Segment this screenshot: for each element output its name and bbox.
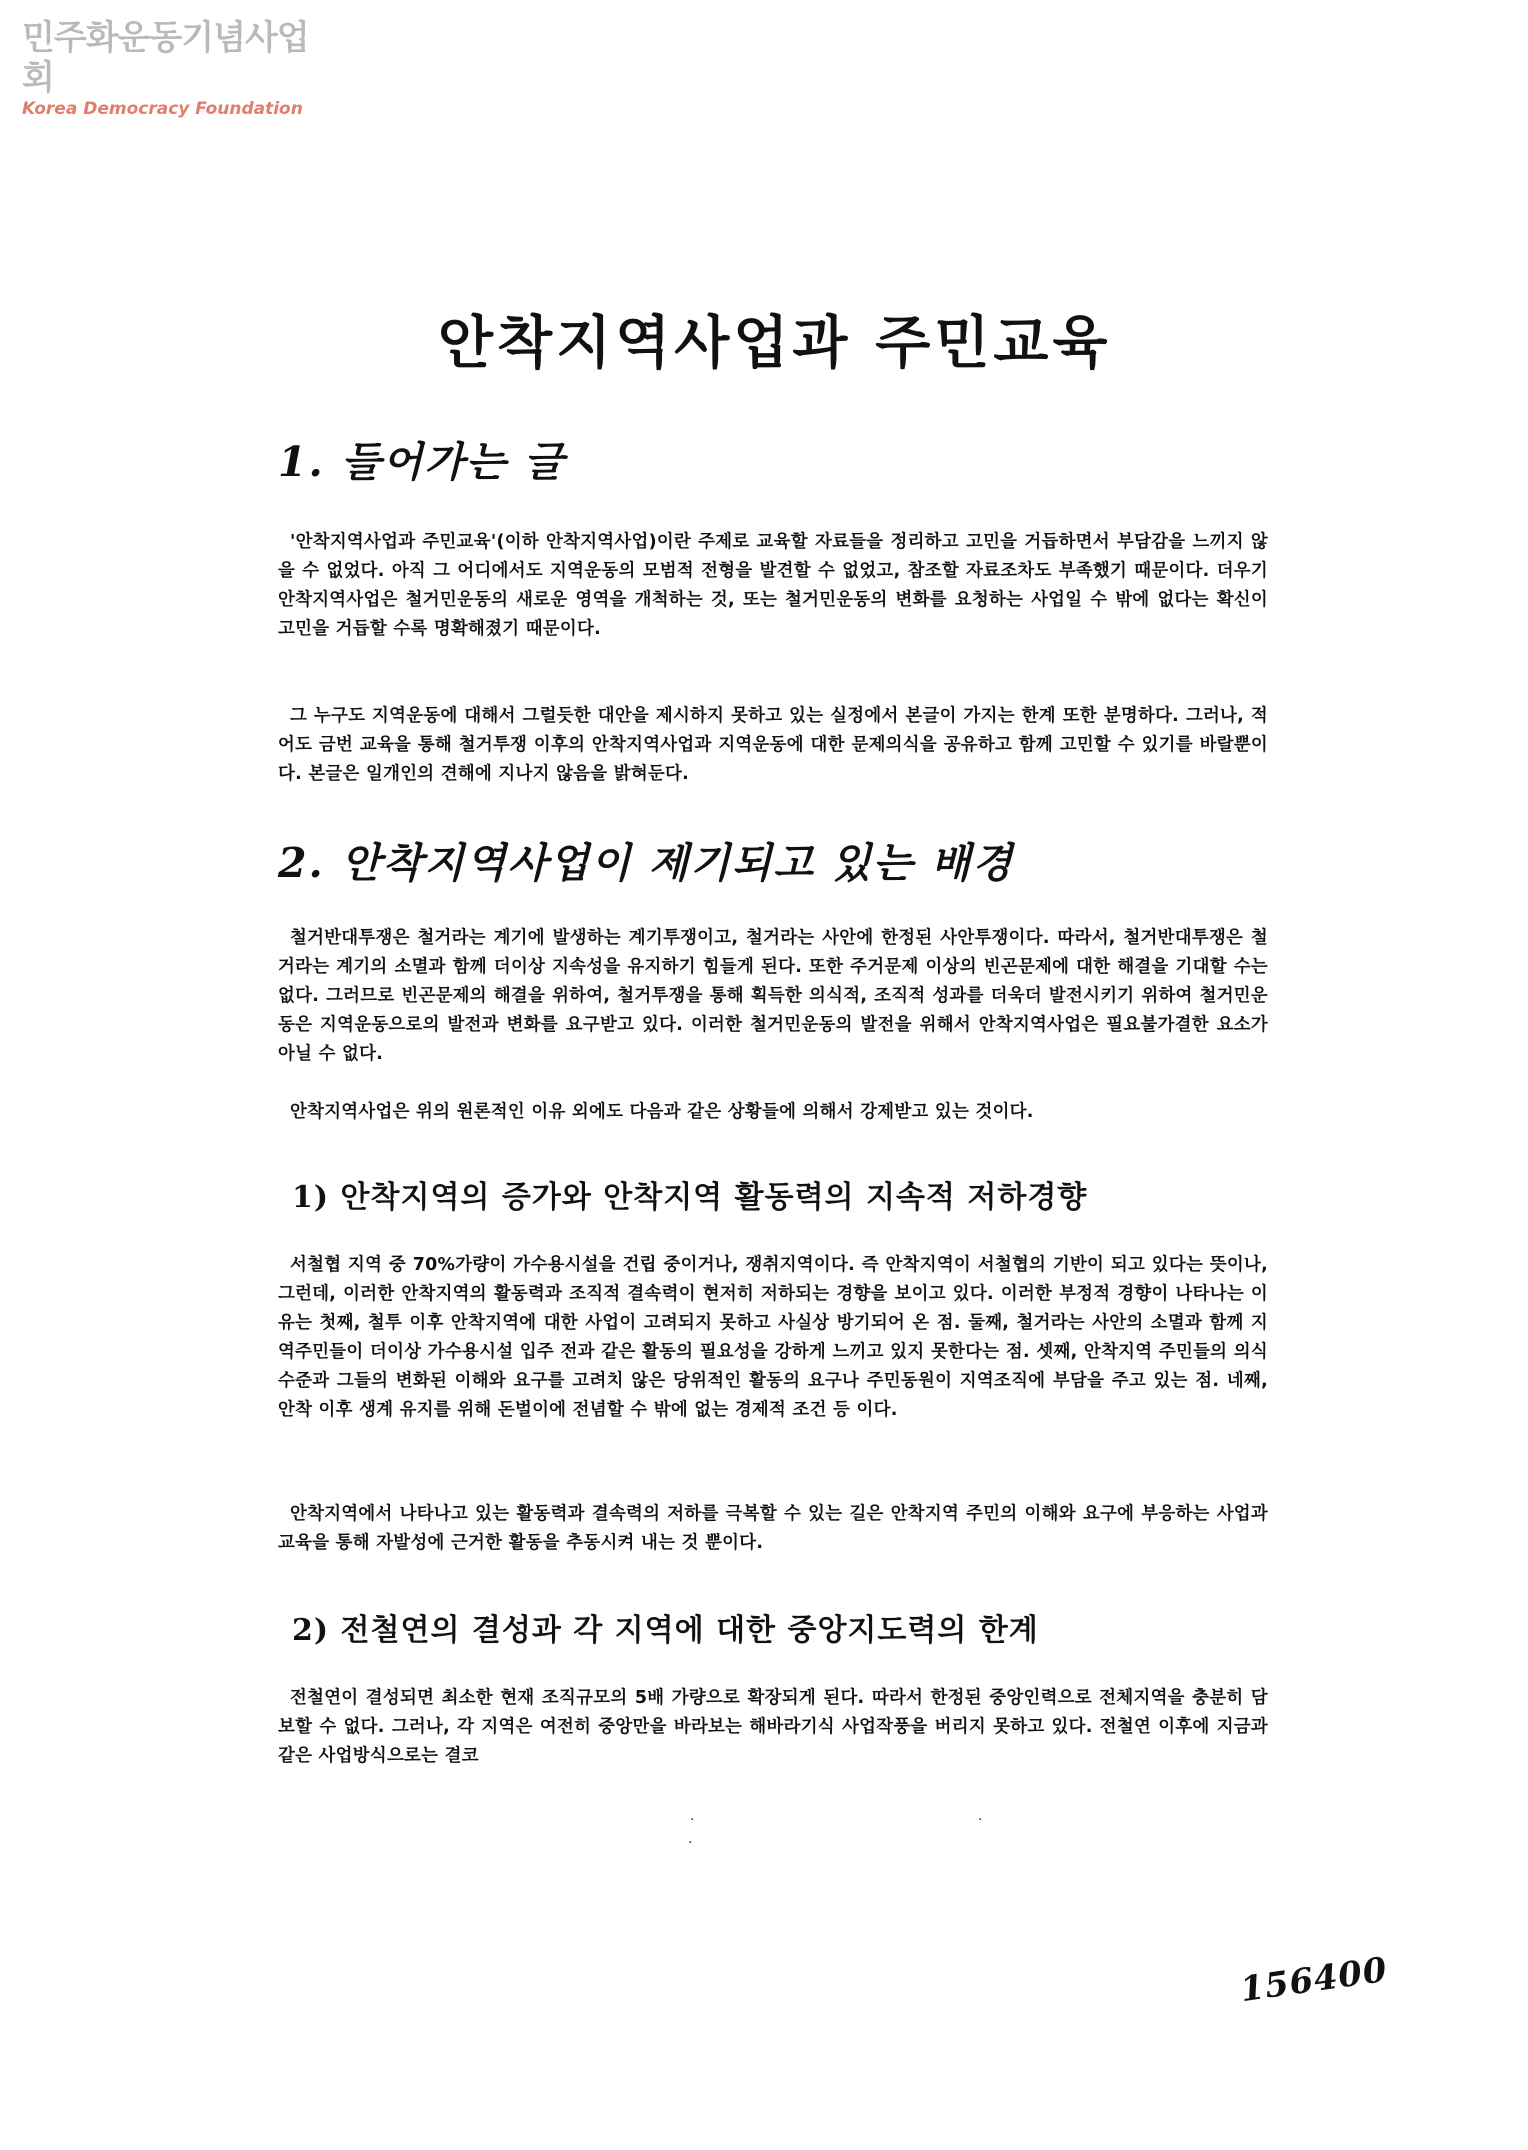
watermark-english-text: Korea Democracy Foundation — [22, 99, 303, 119]
handwritten-page-number: 156400 — [1237, 1949, 1391, 2011]
paragraph-background-1: 철거반대투쟁은 철거라는 계기에 발생하는 계기투쟁이고, 철거라는 사안에 한정된 사안투쟁이다. 따라서, 철거반대투쟁은 철거라는 계기의 소멸과 함께 더이상 지속성을 유지하기 힘들게 된다. 또한 주거문제 이상의 빈곤문제에 대한 해결을 기대할 수는 없다. 그러므로 빈곤문제의 해결을 위하여, 철거투쟁을 통해 획득한 의식적, 조직적 성과를 더욱더 발전시키기 위하여 철거민운동은 지역운동으로의 발전과 변화를 요구받고 있다. 이러한 철거민운동의 발전을 위해서 안착지역사업은 필요불가결한 요소가 아닐 수 없다. — [278, 928, 1268, 1064]
subsection-heading-2: 2) 전철연의 결성과 각 지역에 대한 중앙지도력의 한계 — [292, 1613, 1039, 1648]
scan-speck: · — [978, 1812, 983, 1828]
paragraph-sub2-1: 전철연이 결성되면 최소한 현재 조직규모의 5배 가량으로 확장되게 된다. 따라서 한정된 중앙인력으로 전체지역을 충분히 담보할 수 없다. 그러나, 각 지역은 여전히 중앙만을 바라보는 해바라기식 사업작풍을 버리지 못하고 있다. 전철연 이후에 지금과 같은 사업방식으로는 결코 — [278, 1688, 1268, 1766]
section-heading-intro: 1. 들어가는 글 — [278, 438, 566, 486]
watermark-korean-text: 민주화운동기념사업회 — [22, 18, 309, 98]
paragraph-sub1-1: 서철협 지역 중 70%가량이 가수용시설을 건립 중이거나, 쟁취지역이다. 즉 안착지역이 서철협의 기반이 되고 있다는 뜻이나, 그런데, 이러한 안착지역의 활동력과 조직적 결속력이 현저히 저하되는 경향을 보이고 있다. 이러한 부정적 경향이 나타나는 이유는 첫째, 철투 이후 안착지역에 대한 사업이 고려되지 못하고 사실상 방기되어 온 점. 둘째, 철거라는 사안의 소멸과 함께 지역주민들이 더이상 가수용시설 입주 전과 같은 활동의 필요성을 강하게 느끼고 있지 못한다는 점. 셋째, 안착지역 주민들의 의식수준과 그들의 변화된 이해와 요구를 고려치 않은 당위적인 활동의 요구나 주민동원이 지역조직에 부담을 주고 있는 점. 네째, 안착 이후 생계 유지를 위해 돈벌이에 전념할 수 밖에 없는 경제적 조건 등 이다. — [278, 1255, 1268, 1420]
foundation-watermark — [22, 18, 322, 120]
scan-speck: · — [690, 1812, 695, 1828]
scan-speck: · — [688, 1835, 693, 1851]
paragraph-intro-2: 그 누구도 지역운동에 대해서 그럴듯한 대안을 제시하지 못하고 있는 실정에서 본글이 가지는 한계 또한 분명하다. 그러나, 적어도 금번 교육을 통해 철거투쟁 이후의 안착지역사업과 지역운동에 대한 문제의식을 공유하고 함께 고민할 수 있기를 바랄뿐이다. 본글은 일개인의 견해에 지나지 않음을 밝혀둔다. — [278, 706, 1268, 784]
document-title: 안착지역사업과 주민교육 — [438, 309, 1112, 376]
section-heading-background: 2. 안착지역사업이 제기되고 있는 배경 — [278, 839, 1014, 887]
subsection-heading-1: 1) 안착지역의 증가와 안착지역 활동력의 지속적 저하경향 — [292, 1180, 1088, 1215]
paragraph-sub1-2: 안착지역에서 나타나고 있는 활동력과 결속력의 저하를 극복할 수 있는 길은 안착지역 주민의 이해와 요구에 부응하는 사업과 교육을 통해 자발성에 근거한 활동을 추동시켜 내는 것 뿐이다. — [278, 1504, 1268, 1553]
paragraph-intro-1: '안착지역사업과 주민교육'(이하 안착지역사업)이란 주제로 교육할 자료들을 정리하고 고민을 거듭하면서 부담감을 느끼지 않을 수 없었다. 아직 그 어디에서도 지역운동의 모범적 전형을 발견할 수 없었고, 참조할 자료조차도 부족했기 때문이다. 더우기 안착지역사업은 철거민운동의 새로운 영역을 개척하는 것, 또는 철거민운동의 변화를 요청하는 사업일 수 밖에 없다는 확신이 고민을 거듭할 수록 명확해졌기 때문이다. — [278, 532, 1268, 639]
paragraph-background-2: 안착지역사업은 위의 원론적인 이유 외에도 다음과 같은 상황들에 의해서 강제받고 있는 것이다. — [290, 1102, 1034, 1122]
